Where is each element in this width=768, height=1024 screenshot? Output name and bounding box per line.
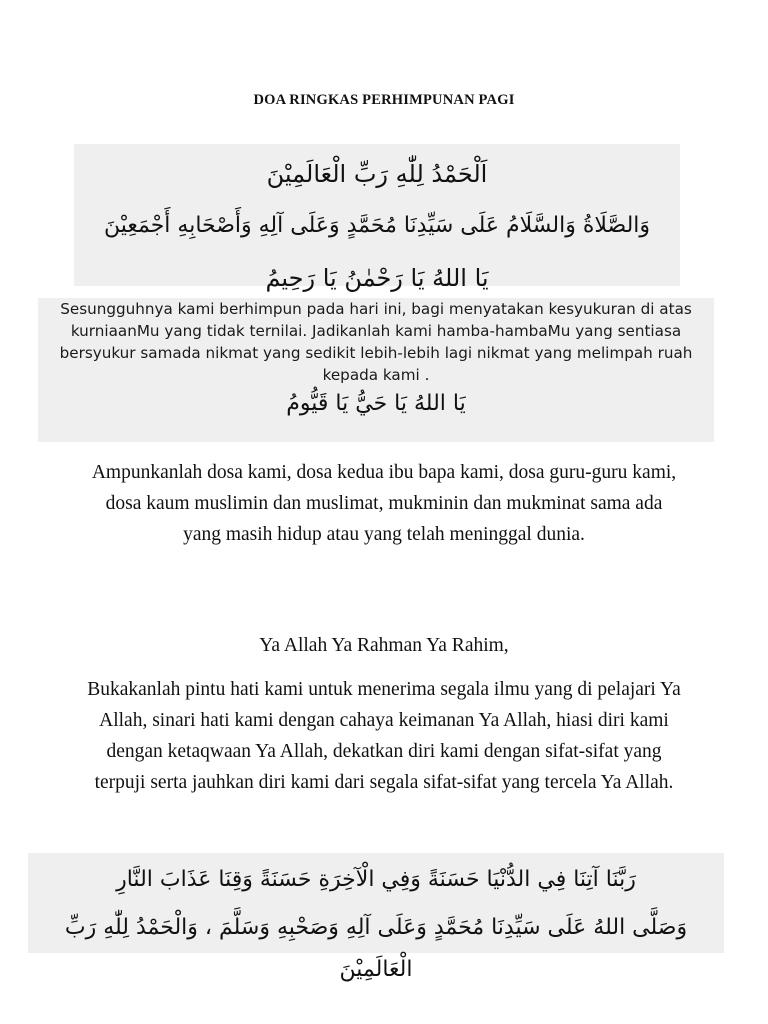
malay-gratitude-scan xyxy=(38,298,714,442)
arabic-line-salawat: وَالصَّلَاةُ وَالسَّلَامُ عَلَى سَيِّدِنَا مُحَمَّدٍ وَعَلَى آلِهِ وَأَصْحَابِهِ أَجْمَعِيْنَ xyxy=(103,213,651,238)
arabic-line-ya-allah: يَا اللهُ يَا رَحْمٰنُ يَا رَحِيمُ xyxy=(265,264,489,292)
arabic-closing-scan xyxy=(28,853,724,982)
arabic-line-closing: وَصَلَّى اللهُ عَلَى سَيِّدِنَا مُحَمَّدٍ وَعَلَى آلِهِ وَصَحْبِهِ وَسَلَّمَ ، وَالْحَمْدُ لِلّٰهِ رَبِّ الْعَالَمِيْنَ xyxy=(64,915,688,982)
invocation-line: Ya Allah Ya Rahman Ya Rahim, xyxy=(259,635,509,656)
forgiveness-paragraph: Ampunkanlah dosa kami, dosa kedua ibu bapa kami, dosa guru-guru kami, dosa kaum muslimin dan muslimat, mukminin dan mukminat sama ada yang masih hidup atau yang telah meninggal dunia. xyxy=(91,462,677,545)
arabic-line-ya-hayyu: يَا اللهُ يَا حَيُّ يَا قَيُّومُ xyxy=(286,391,466,416)
arabic-line-rabbana: رَبَّنَا آتِنَا فِي الدُّنْيَا حَسَنَةً وَفِي الْآخِرَةِ حَسَنَةً وَقِنَا عَذَابَ النَّارِ xyxy=(116,867,636,892)
arabic-opening-scan xyxy=(74,144,680,292)
arabic-line-hamdalah: اَلْحَمْدُ لِلّٰهِ رَبِّ الْعَالَمِيْنَ xyxy=(266,160,488,188)
knowledge-paragraph: Bukakanlah pintu hati kami untuk menerima segala ilmu yang di pelajari Ya Allah, sinari hati kami dengan cahaya keimanan Ya Allah, hiasi diri kami dengan ketaqwaan Ya Allah, dekatkan diri kami dengan sifat-sifat yang terpuji serta jauhkan diri kami dari segala sifat-sifat yang tercela Ya Allah. xyxy=(87,679,681,793)
document-title: DOA RINGKAS PERHIMPUNAN PAGI xyxy=(253,92,515,108)
malay-gratitude-text: Sesungguhnya kami berhimpun pada hari ini, bagi menyatakan kesyukuran di atas kurniaanMu yang tidak ternilai. Jadikanlah kami hamba-hambaMu yang sentiasa bersyukur samada nikmat yang sedikit lebih-lebih lagi nikmat yang melimpah ruah kepada kami . xyxy=(59,300,693,384)
